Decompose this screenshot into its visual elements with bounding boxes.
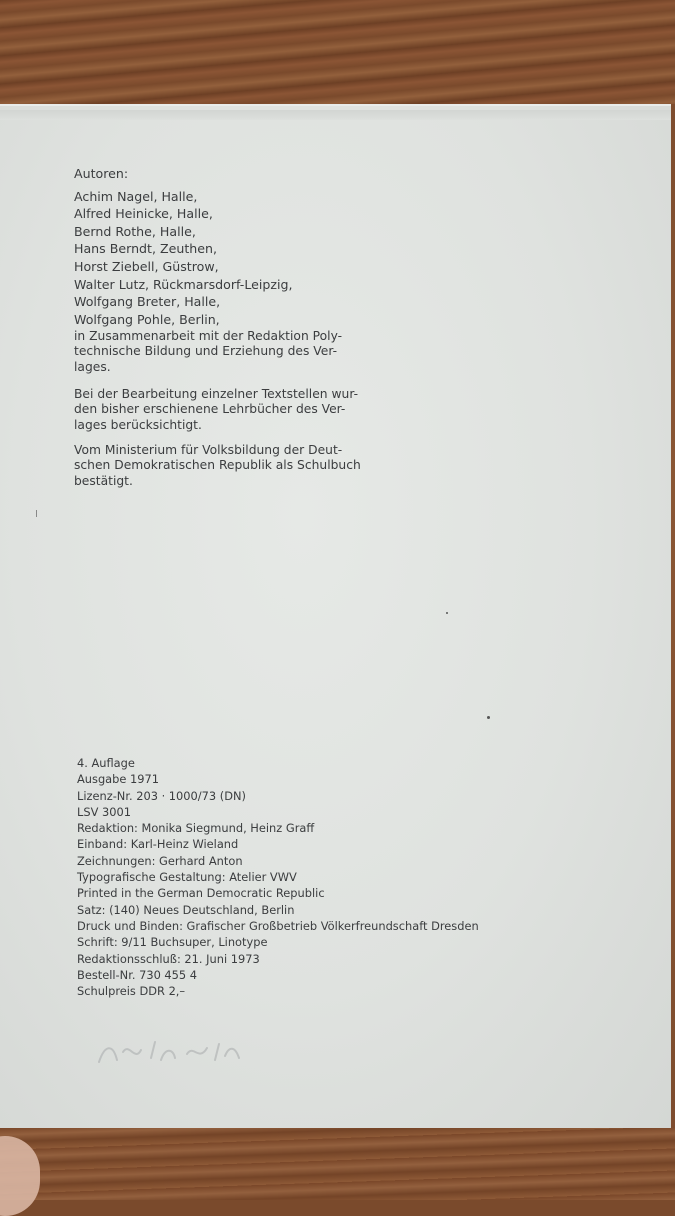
faded-pencil-marks	[95, 1032, 245, 1078]
wooden-surface-bottom	[0, 1128, 675, 1200]
author-line: Achim Nagel, Halle,	[74, 188, 198, 204]
paragraph-line: in Zusammenarbeit mit der Redaktion Poly-	[74, 329, 343, 343]
author-line: Wolfgang Pohle, Berlin,	[74, 311, 220, 327]
imprint-line: Bestell-Nr. 730 455 4	[77, 967, 198, 982]
author-line: Horst Ziebell, Güstrow,	[74, 258, 219, 274]
paragraph-line: Bei der Bearbeitung einzelner Textstellen wur-	[74, 387, 359, 401]
paragraph-line: lages.	[74, 359, 111, 374]
paragraph-line: Vom Ministerium für Volksbildung der Deut-	[74, 443, 343, 457]
imprint-line: Schulpreis DDR 2,–	[77, 984, 186, 999]
imprint-line: Redaktion: Monika Siegmund, Heinz Graff	[77, 821, 315, 836]
author-line: Alfred Heinicke, Halle,	[74, 206, 213, 222]
imprint-line: Satz: (140) Neues Deutschland, Berlin	[77, 902, 295, 917]
paper-speck	[487, 716, 490, 719]
editing-note-paragraph	[74, 387, 358, 433]
author-line: Wolfgang Breter, Halle,	[74, 294, 221, 310]
paragraph-line: den bisher erschienene Lehrbücher des Ver-	[74, 402, 346, 417]
imprint-line: Printed in the German Democratic Republic	[77, 886, 325, 901]
imprint-line: Schrift: 9/11 Buchsuper, Linotype	[77, 935, 268, 950]
author-line: Walter Lutz, Rückmarsdorf-Leipzig,	[74, 276, 293, 292]
author-line: Bernd Rothe, Halle,	[74, 223, 196, 239]
author-line: Hans Berndt, Zeuthen,	[74, 241, 218, 257]
page-edge	[0, 110, 671, 120]
collaboration-paragraph	[74, 329, 342, 375]
imprint-line: Ausgabe 1971	[77, 772, 160, 787]
imprint-line: Redaktionsschluß: 21. Juni 1973	[77, 951, 260, 966]
imprint-line: Einband: Karl-Heinz Wieland	[77, 837, 239, 852]
imprint-section	[77, 755, 479, 999]
approval-paragraph	[74, 443, 361, 489]
imprint-line: 4. Auflage	[77, 756, 135, 770]
wooden-surface-top	[0, 0, 675, 104]
pencil-scribble-icon	[95, 1032, 245, 1072]
paper-speck	[446, 612, 448, 614]
imprint-line: Zeichnungen: Gerhard Anton	[77, 853, 243, 868]
paper-speck	[36, 510, 37, 517]
paragraph-line: bestätigt.	[74, 473, 133, 488]
authors-section	[74, 165, 292, 328]
paragraph-line: technische Bildung und Erziehung des Ver-	[74, 344, 338, 359]
imprint-line: Druck und Binden: Grafischer Großbetrieb Völkerfreundschaft Dresden	[77, 918, 479, 933]
authors-heading: Autoren:	[74, 166, 129, 181]
imprint-line: Lizenz-Nr. 203 · 1000/73 (DN)	[77, 788, 246, 803]
imprint-line: Typografische Gestaltung: Atelier VWV	[77, 870, 297, 885]
paragraph-line: lages berücksichtigt.	[74, 417, 202, 432]
paragraph-line: schen Demokratischen Republik als Schulbuch	[74, 458, 361, 473]
imprint-line: LSV 3001	[77, 804, 131, 819]
